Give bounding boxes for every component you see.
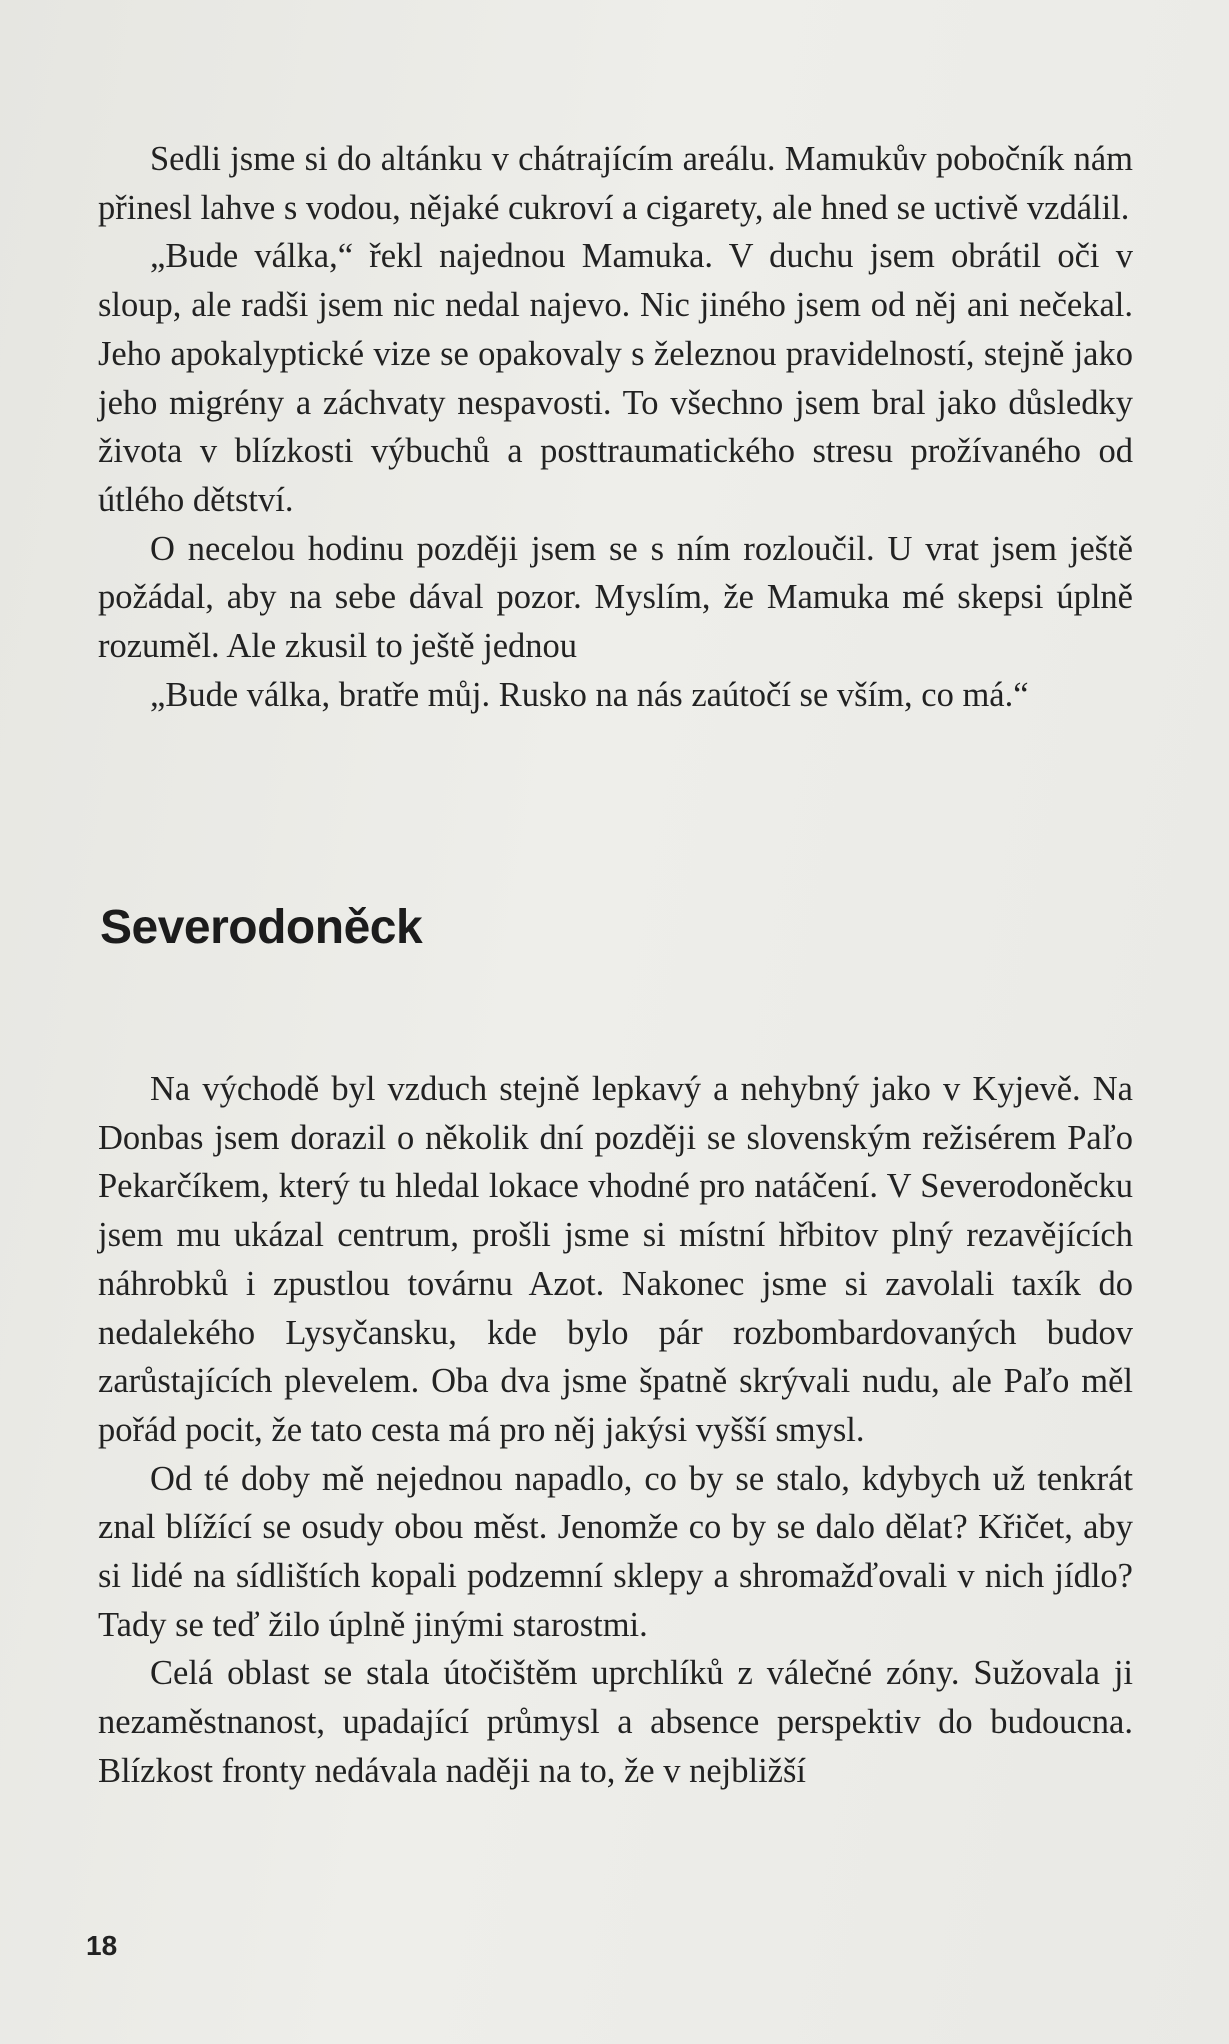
paragraph: Celá oblast se stala útočištěm uprchlíků z válečné zóny. Sužovala ji nezaměstnanost, upadající průmysl a absence perspektiv do budoucna. Blízkost fronty nedávala naději na to, že v nejbližší [98, 1654, 1133, 1790]
text-block-bottom [98, 1065, 1133, 1796]
paragraph: Od té doby mě nejednou napadlo, co by se stalo, kdybych už tenkrát znal blížící se osudy obou měst. Jenomže co by se dalo dělat? Křičet, aby si lidé na sídlištích kopali podzemní sklepy a shromažďovali v nich jídlo? Tady se teď žilo úplně jinými starostmi. [98, 1459, 1133, 1644]
section-heading: Severodoněck [100, 901, 423, 954]
page-number: 18 [86, 1930, 118, 1961]
text-block-top [98, 135, 1133, 719]
paragraph: Sedli jsme si do altánku v chátrajícím areálu. Mamukův pobočník nám přinesl lahve s vodou, nějaké cukroví a cigarety, ale hned se uctivě vzdálil. [98, 140, 1133, 227]
paragraph: „Bude válka, bratře můj. Rusko na nás zaútočí se vším, co má.“ [150, 675, 1029, 714]
paragraph: „Bude válka,“ řekl najednou Mamuka. V duchu jsem obrátil oči v sloup, ale radši jsem nic nedal najevo. Nic jiného jsem od něj ani nečekal. Jeho apokalyptické vize se opakovaly s železnou pravidelností, stejně jako jeho migrény a záchvaty nespavosti. To všechno jsem bral jako důsledky života v blízkosti výbuchů a posttraumatického stresu prožívaného od útlého dětství. [98, 237, 1133, 519]
paragraph: Na východě byl vzduch stejně lepkavý a nehybný jako v Kyjevě. Na Donbas jsem dorazil o několik dní později se slovenským režisérem Paľo Pekarčíkem, který tu hledal lokace vhodné pro natáčení. V Severodoněcku jsem mu ukázal centrum, prošli jsme si místní hřbitov plný rezavějících náhrobků i zpustlou továrnu Azot. Nakonec jsme si zavolali taxík do nedalekého Lysyčansku, kde bylo pár rozbombardovaných budov zarůstajících plevelem. Oba dva jsme špatně skrývali nudu, ale Paľo měl pořád pocit, že tato cesta má pro něj jakýsi vyšší smysl. [98, 1070, 1133, 1449]
paragraph: O necelou hodinu později jsem se s ním rozloučil. U vrat jsem ještě požádal, aby na sebe dával pozor. Myslím, že Mamuka mé skepsi úplně rozuměl. Ale zkusil to ještě jednou [98, 529, 1133, 666]
